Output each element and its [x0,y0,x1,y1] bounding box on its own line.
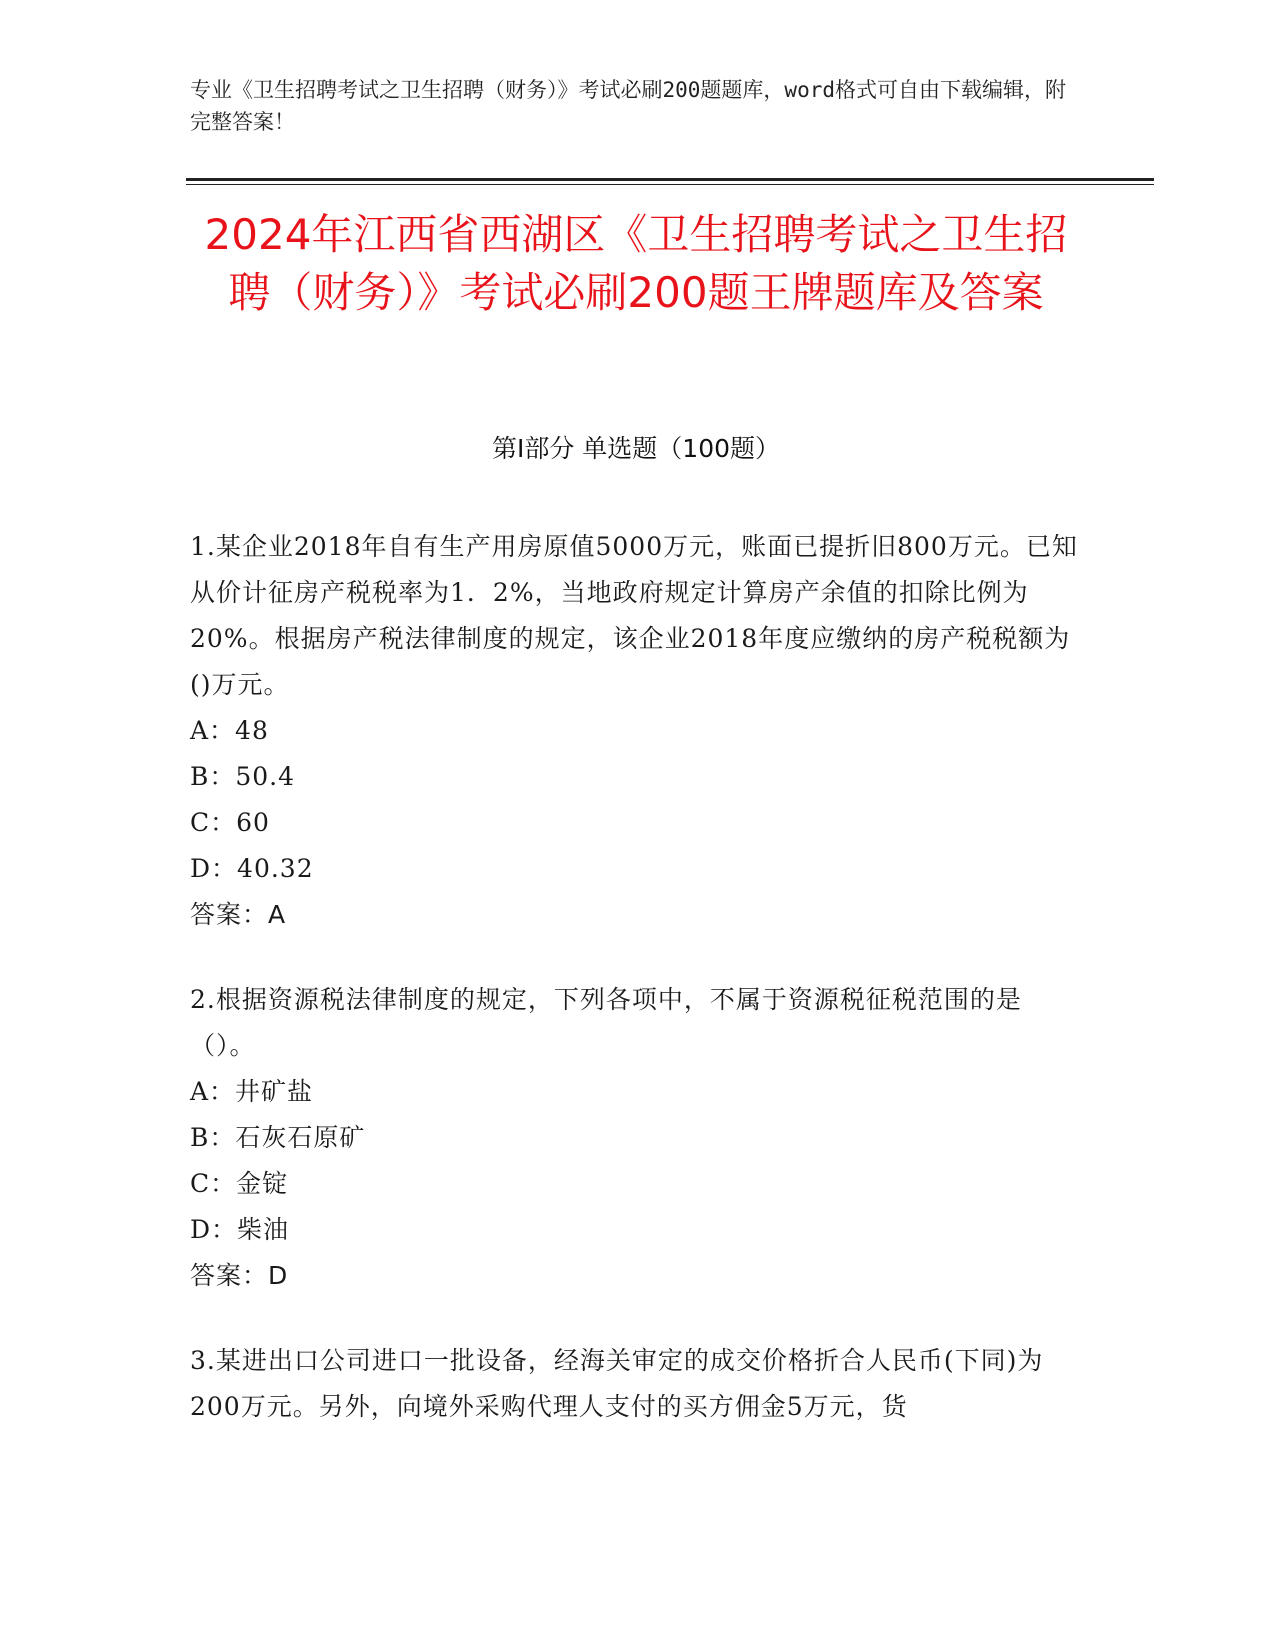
option-c: C：60 [190,808,270,837]
option-b: B：石灰石原矿 [190,1123,366,1152]
question-2 [190,977,1080,1299]
header-divider [186,178,1154,181]
question-stem: 2.根据资源税法律制度的规定，下列各项中，不属于资源税征税范围的是（）。 [190,985,1022,1060]
header-divider-thin [186,184,1154,185]
answer: 答案：D [190,1261,289,1290]
question-stem: 3.某进出口公司进口一批设备，经海关审定的成交价格折合人民币(下同)为200万元。另外，向境外采购代理人支付的买方佣金5万元，货 [190,1346,1044,1421]
option-a: A：井矿盐 [190,1077,314,1106]
document-title: 2024年江西省西湖区《卫生招聘考试之卫生招聘（财务）》考试必刷200题王牌题库及答案 [204,210,1068,317]
section-heading: 第I部分 单选题（100题） [491,434,781,463]
intro-text: 专业《卫生招聘考试之卫生招聘（财务）》考试必刷200题题库，word格式可自由下载编辑，附完整答案！ [190,78,1066,134]
option-d: D：40.32 [190,854,314,883]
option-d: D：柴油 [190,1215,290,1244]
option-b: B：50.4 [190,762,296,791]
question-1 [190,524,1080,938]
option-a: A：48 [190,716,269,745]
answer: 答案：A [190,900,287,929]
question-3 [190,1338,1080,1430]
option-c: C：金锭 [190,1169,289,1198]
question-stem: 1.某企业2018年自有生产用房原值5000万元，账面已提折旧800万元。已知从价计征房产税税率为1．2%，当地政府规定计算房产余值的扣除比例为20%。根据房产税法律制度的规定，该企业2018年度应缴纳的房产税税额为()万元。 [190,532,1078,699]
